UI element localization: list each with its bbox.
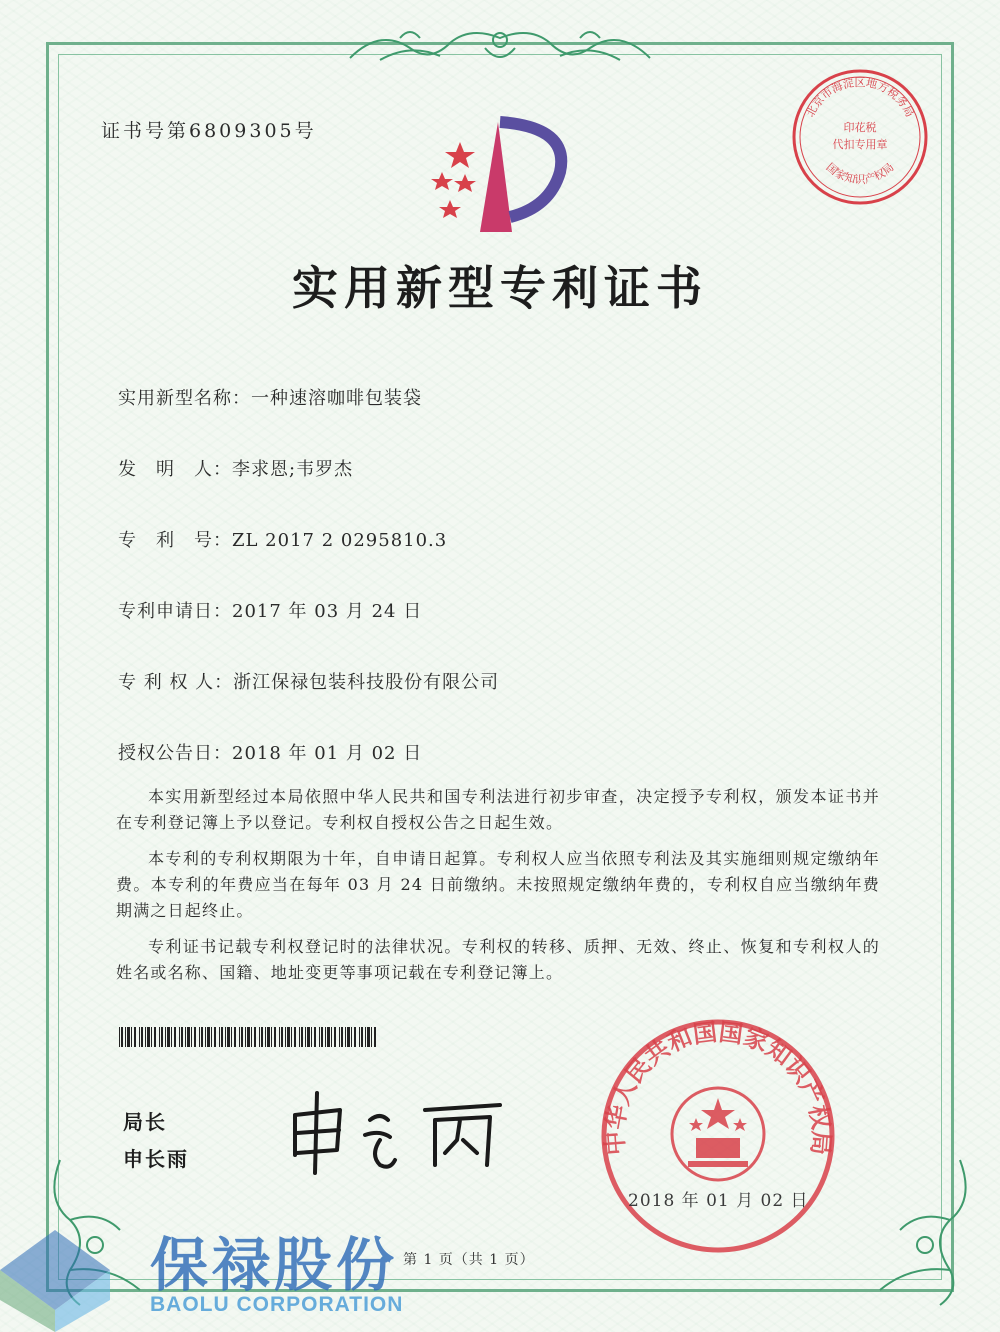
seal-middle-text: 印花税 [843, 121, 877, 134]
official-seal [598, 1016, 838, 1256]
field-label: 专 利 权 人： [118, 672, 234, 693]
barcode [119, 1027, 379, 1047]
official-seal-text: 中华人民共和国国家知识产权局 [600, 1018, 836, 1157]
body-paragraph: 本实用新型经过本局依照中华人民共和国专利法进行初步审查，决定授予专利权，颁发本证书并在专利登记簿上予以登记。专利权自授权公告之日起生效。 [116, 787, 880, 832]
field-label: 专利申请日： [118, 601, 232, 622]
field-patent-number [118, 526, 447, 552]
field-value: 李求恩;韦罗杰 [232, 459, 354, 480]
field-inventor [118, 455, 353, 481]
certificate-title: 实用新型专利证书 [292, 261, 708, 315]
svg-text:北京市海淀区地方税务局 [804, 75, 917, 119]
baolu-logo-icon [0, 1220, 150, 1332]
certificate-body [116, 784, 880, 996]
right-ornament [850, 1150, 980, 1310]
national-emblem-icon [672, 1088, 764, 1180]
seal-outer-text: 北京市海淀区地方税务局 [803, 76, 917, 120]
director-name: 申长雨 [123, 1147, 189, 1171]
field-value: 浙江保禄包装科技股份有限公司 [233, 672, 500, 693]
seal-inner-text: 代扣专用章 [832, 138, 888, 151]
field-value: 一种速溶咖啡包装袋 [251, 388, 422, 409]
director-signature [285, 1085, 510, 1175]
field-label: 实用新型名称： [118, 388, 251, 409]
page-number: 第 1 页（共 1 页） [403, 1252, 535, 1268]
patent-office-logo-icon [420, 112, 585, 237]
seal-date: 2018 年 01 月 02 日 [628, 1191, 809, 1211]
watermark-company-cn: 保禄股份 [150, 1231, 399, 1299]
field-label: 专 利 号： [118, 530, 232, 551]
field-utility-model-name [118, 384, 422, 410]
field-application-date [118, 597, 422, 623]
body-paragraph: 专利证书记载专利权登记时的法律状况。专利权的转移、质押、无效、终止、恢复和专利权人的姓名或名称、国籍、地址变更等事项记载在专利登记簿上。 [116, 937, 880, 982]
field-grant-date [118, 739, 422, 765]
svg-text:国家知识产权局 [824, 161, 897, 187]
top-ornament [340, 18, 660, 73]
field-value: ZL 2017 2 0295810.3 [232, 530, 448, 551]
tax-stamp-seal [789, 66, 931, 208]
seal-bottom-text: 国家知识产权局 [823, 160, 897, 187]
field-value: 2017 年 03 月 24 日 [232, 601, 423, 622]
field-patentee [118, 668, 499, 694]
certificate-number: 证书号第6809305号 [101, 120, 317, 142]
field-label: 授权公告日： [118, 743, 232, 764]
director-title: 局长 [123, 1110, 167, 1134]
field-value: 2018 年 01 月 02 日 [232, 743, 423, 764]
body-paragraph: 本专利的专利权期限为十年，自申请日起算。专利权人应当依照专利法及其实施细则规定缴纳年费。本专利的年费应当在每年 03 月 24 日前缴纳。未按照规定缴纳年费的，专利权自应当缴纳年费期满之日起终止。 [116, 849, 880, 920]
field-label: 发 明 人： [118, 459, 232, 480]
watermark-company-en: BAOLU CORPORATION [150, 1293, 404, 1316]
